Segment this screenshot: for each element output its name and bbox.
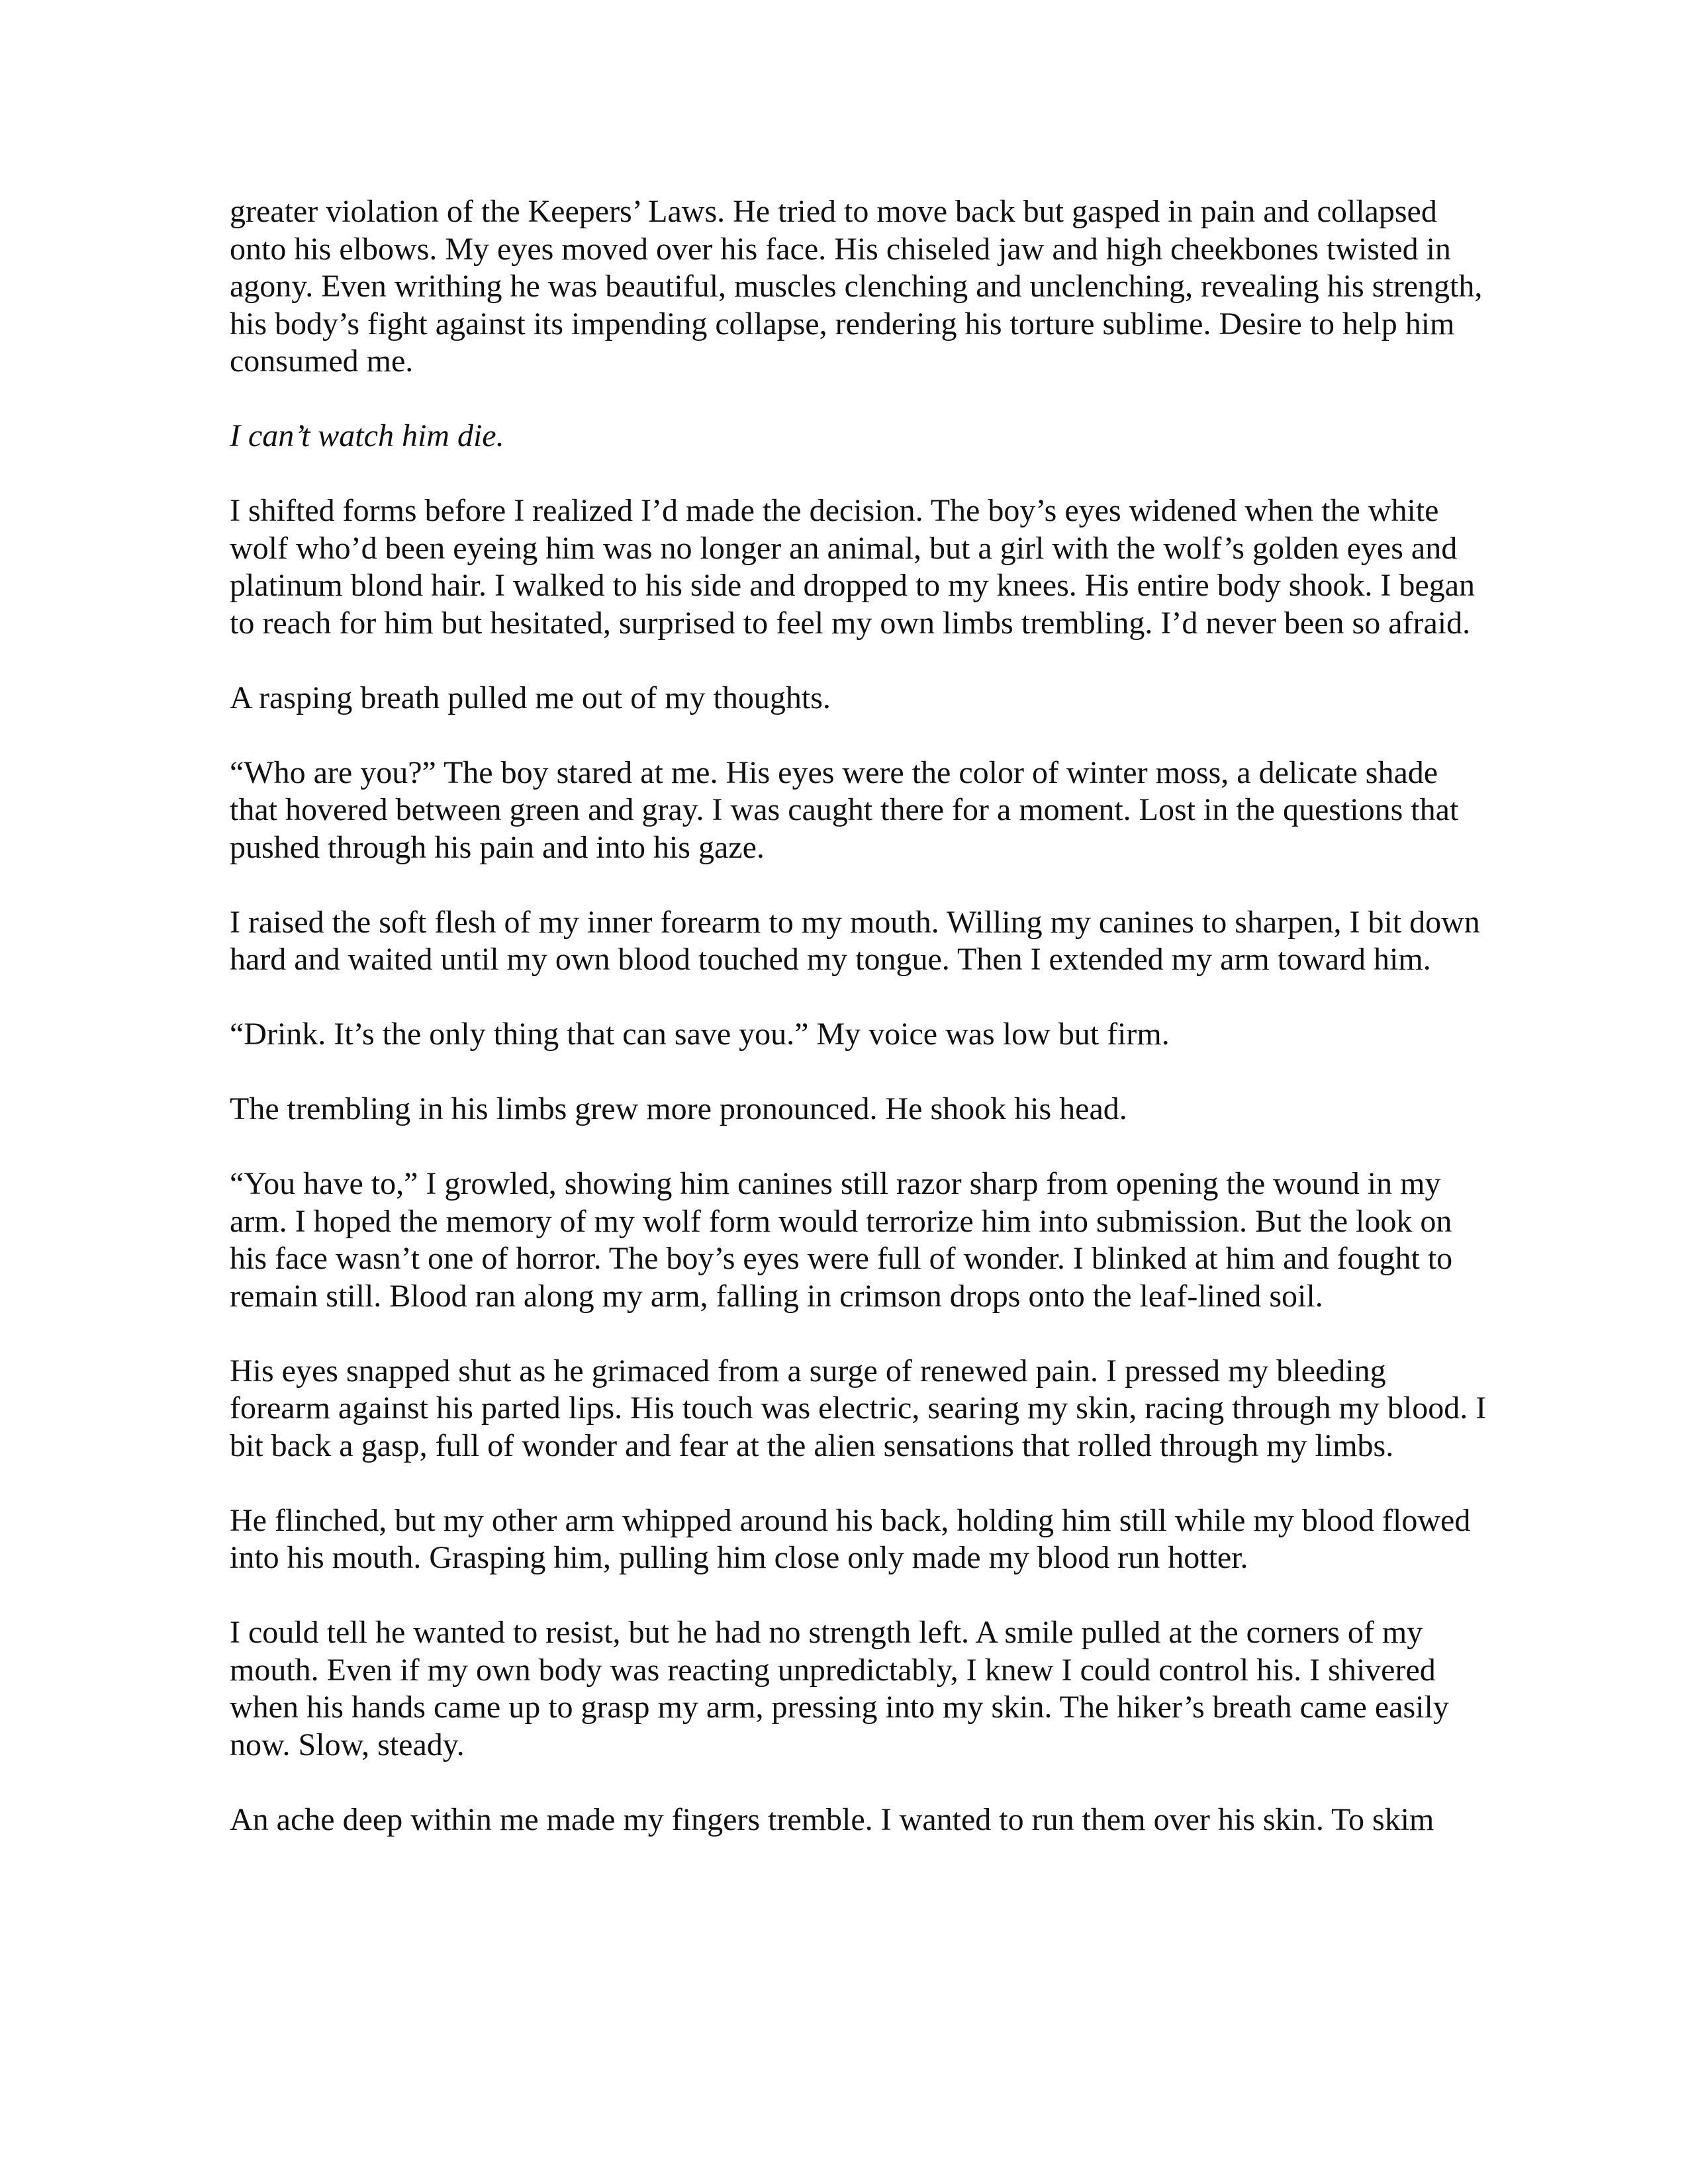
paragraph: A rasping breath pulled me out of my thoughts. [230,680,831,715]
paragraph: He flinched, but my other arm whipped around his back, holding him still while my blood flowed into his mouth. Grasping him, pulling him close only made my blood run hotter. [230,1502,1471,1575]
paragraph: I could tell he wanted to resist, but he had no strength left. A smile pulled at the corners of my mouth. Even if my own body was reacting unpredictably, I knew I could control his. I shivered when his hands came up to grasp my arm, pressing into my skin. The hiker’s breath came easily now. Slow, steady. [230,1615,1449,1762]
paragraph-italic-thought: I can’t watch him die. [230,418,504,453]
paragraph: “Drink. It’s the only thing that can save you.” My voice was low but firm. [230,1017,1170,1052]
paragraph: I shifted forms before I realized I’d made the decision. The boy’s eyes widened when the white wolf who’d been eyeing him was no longer an animal, but a girl with the wolf’s golden eyes and platinum blond hair. I walked to his side and dropped to my knees. His entire body shook. I began to reach for him but hesitated, surprised to feel my own limbs trembling. I’d never been so afraid. [230,493,1475,641]
paragraph: The trembling in his limbs grew more pronounced. He shook his head. [230,1091,1127,1126]
paragraph: greater violation of the Keepers’ Laws. He tried to move back but gasped in pain and collapsed onto his elbows. My eyes moved over his face. His chiseled jaw and high cheekbones twisted in agony. Even writhing he was beautiful, muscles clenching and unclenching, revealing his strength, his body’s fight against its impending collapse, rendering his torture sublime. Desire to help him consumed me. [230,194,1483,379]
paragraph: His eyes snapped shut as he grimaced from a surge of renewed pain. I pressed my bleeding forearm against his parted lips. His touch was electric, searing my skin, racing through my blood. I bit back a gasp, full of wonder and fear at the alien sensations that rolled through my limbs. [230,1353,1487,1463]
paragraph: “Who are you?” The boy stared at me. His eyes were the color of winter moss, a delicate shade that hovered between green and gray. I was caught there for a moment. Lost in the questions that pushed through his pain and into his gaze. [230,754,1459,865]
paragraph: An ache deep within me made my fingers tremble. I wanted to run them over his skin. To skim [230,1801,1434,1837]
paragraph: “You have to,” I growled, showing him canines still razor sharp from opening the wound in my arm. I hoped the memory of my wolf form would terrorize him into submission. But the look on his face wasn’t one of horror. The boy’s eyes were full of wonder. I blinked at him and fought to remain still. Blood ran along my arm, falling in crimson drops onto the leaf-lined soil. [230,1166,1453,1314]
document-body [230,193,1491,1876]
paragraph: I raised the soft flesh of my inner forearm to my mouth. Willing my canines to sharpen, I bit down hard and waited until my own blood touched my tongue. Then I extended my arm toward him. [230,904,1480,977]
